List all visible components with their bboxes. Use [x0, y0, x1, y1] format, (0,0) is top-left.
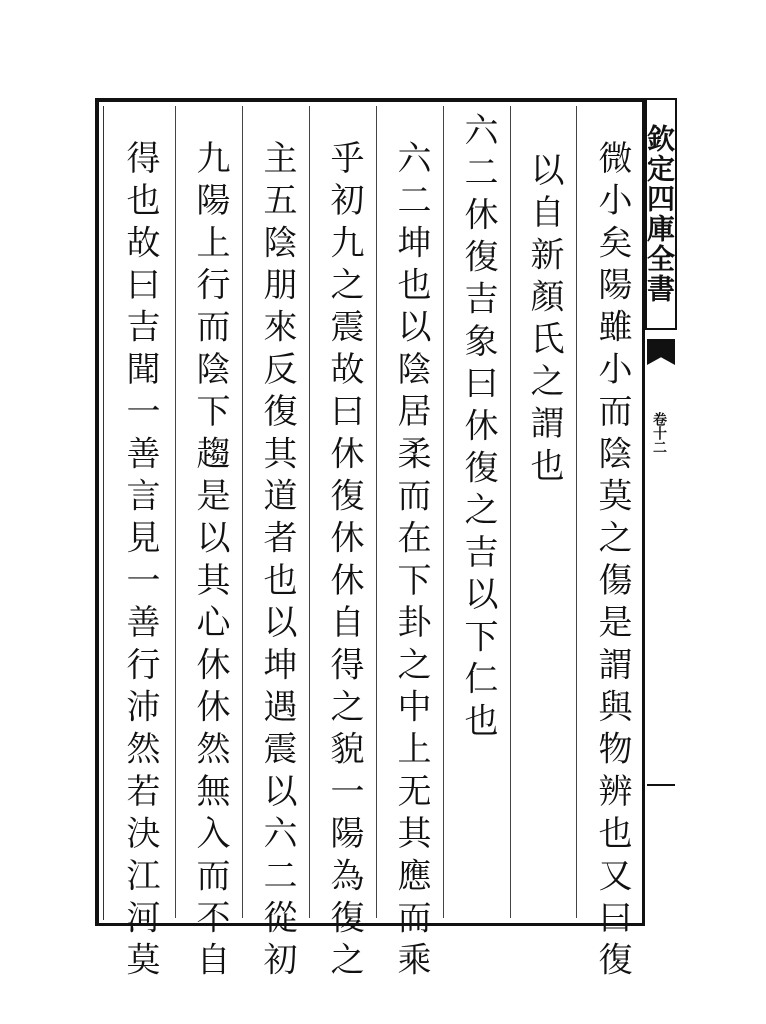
text-column-8: 得也故曰吉聞一善言見一善行沛然若決江河莫 [120, 140, 160, 984]
inner-left-rule [103, 106, 104, 920]
text-column-7: 九陽上行而陰下趨是以其心休休然無入而不自 [190, 140, 230, 984]
text-column-4: 六二坤也以陰居柔而在下卦之中上无其應而乘 [391, 140, 431, 984]
column-rule [309, 106, 310, 918]
fishtail-bottom-mark [647, 784, 675, 794]
text-column-3: 六二休復吉象曰休復之吉以下仁也 [458, 112, 498, 745]
collection-title: 欽定四庫全書 [645, 98, 677, 330]
page-banner [645, 94, 677, 930]
text-column-6: 主五陰朋來反復其道者也以坤遇震以六二從初 [257, 140, 297, 984]
column-rule [376, 106, 377, 918]
column-rule [576, 106, 577, 918]
column-rule [175, 106, 176, 918]
text-column-1: 微小矣陽雖小而陰莫之傷是謂與物辨也又曰復 [592, 140, 632, 984]
text-column-2: 以自新顏氏之謂也 [524, 152, 564, 490]
column-rule [510, 106, 511, 918]
fishtail-mark [647, 339, 675, 365]
volume-label: 卷十二 [651, 412, 667, 454]
column-rule [443, 106, 444, 918]
column-rule [242, 106, 243, 918]
text-column-5: 乎初九之震故曰休復休休自得之貌一陽為復之 [324, 140, 364, 984]
